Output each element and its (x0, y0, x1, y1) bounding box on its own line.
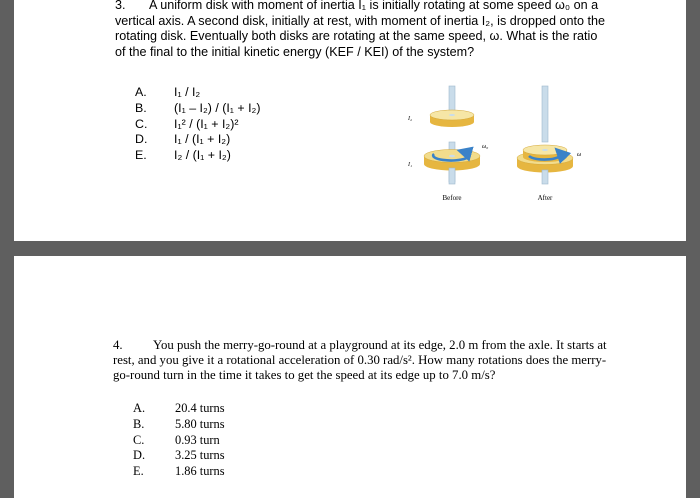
choice-4c (133, 433, 225, 449)
before-upper-disk (430, 110, 474, 127)
question-3-number: 3. (115, 0, 126, 12)
choice-text: I₁ / (I₁ + I₂) (174, 132, 231, 147)
choice-letter: E. (133, 464, 144, 479)
choice-text: I₁² / (I₁ + I₂)² (174, 116, 239, 131)
choice-text: 5.80 turns (175, 416, 225, 431)
label-omega0: ω₀ (482, 144, 489, 150)
choice-letter: B. (135, 100, 147, 115)
question-4-number: 4. (113, 338, 123, 352)
choice-4d (133, 448, 225, 464)
choice-letter: E. (135, 148, 147, 163)
choice-3e (135, 148, 260, 164)
choice-text: 3.25 turns (175, 448, 225, 463)
choice-text: I₂ / (I₁ + I₂) (174, 148, 231, 163)
label-i1: I₁ (408, 162, 413, 168)
choice-4b (133, 417, 225, 433)
choice-4e (133, 464, 225, 480)
caption-after: After (537, 194, 553, 202)
question-3-text (115, 0, 610, 60)
choice-letter: C. (133, 432, 145, 447)
label-omega: ω (577, 152, 582, 158)
question-3-choices (135, 85, 260, 164)
choice-letter: A. (133, 401, 146, 415)
choice-text: I₁ / I₂ (174, 85, 201, 99)
question-4-page (14, 256, 686, 498)
choice-3b (135, 101, 260, 117)
question-4-body: You push the merry-go-round at a playground at its edge, 2.0 m from the axle. It starts at rest, and you give it a rotational acceleration of 0.30 rad/s². How many rotations does the merry-go-round turn in the time it takes to get the speed at its edge up to 7.0 m/s? (113, 338, 607, 383)
question-3-body: A uniform disk with moment of inertia I₁ is initially rotating at some speed ω₀ on a vertical axis. A second disk, initially at rest, with moment of inertia I₂, is dropped onto the rotating disk. Eventually both disks are rotating at the same speed, ω. What is the ratio of the final to the initial kinetic energy (KEF / KEI) of the system? (115, 0, 605, 59)
label-i2: I₂ (408, 116, 413, 122)
after-assembly (517, 86, 581, 202)
question-4-text (113, 338, 618, 384)
choice-3c (135, 117, 260, 133)
choice-text: 20.4 turns (175, 401, 225, 415)
choice-4a (133, 401, 225, 417)
choice-letter: D. (135, 132, 148, 147)
choice-letter: C. (135, 116, 148, 131)
choice-letter: B. (133, 416, 145, 431)
choice-text: 0.93 turn (175, 432, 220, 447)
choice-letter: A. (135, 85, 147, 99)
question-3-page (14, 0, 686, 241)
choice-3a (135, 85, 260, 101)
choice-3d (135, 132, 260, 148)
disk-collision-figure (404, 82, 594, 210)
before-assembly (407, 86, 488, 202)
choice-text: 1.86 turns (175, 464, 225, 479)
after-shaft-top (542, 86, 548, 142)
choice-letter: D. (133, 448, 146, 463)
caption-before: Before (442, 194, 462, 202)
question-4-choices (133, 401, 225, 480)
choice-text: (I₁ – I₂) / (I₁ + I₂) (174, 100, 261, 115)
